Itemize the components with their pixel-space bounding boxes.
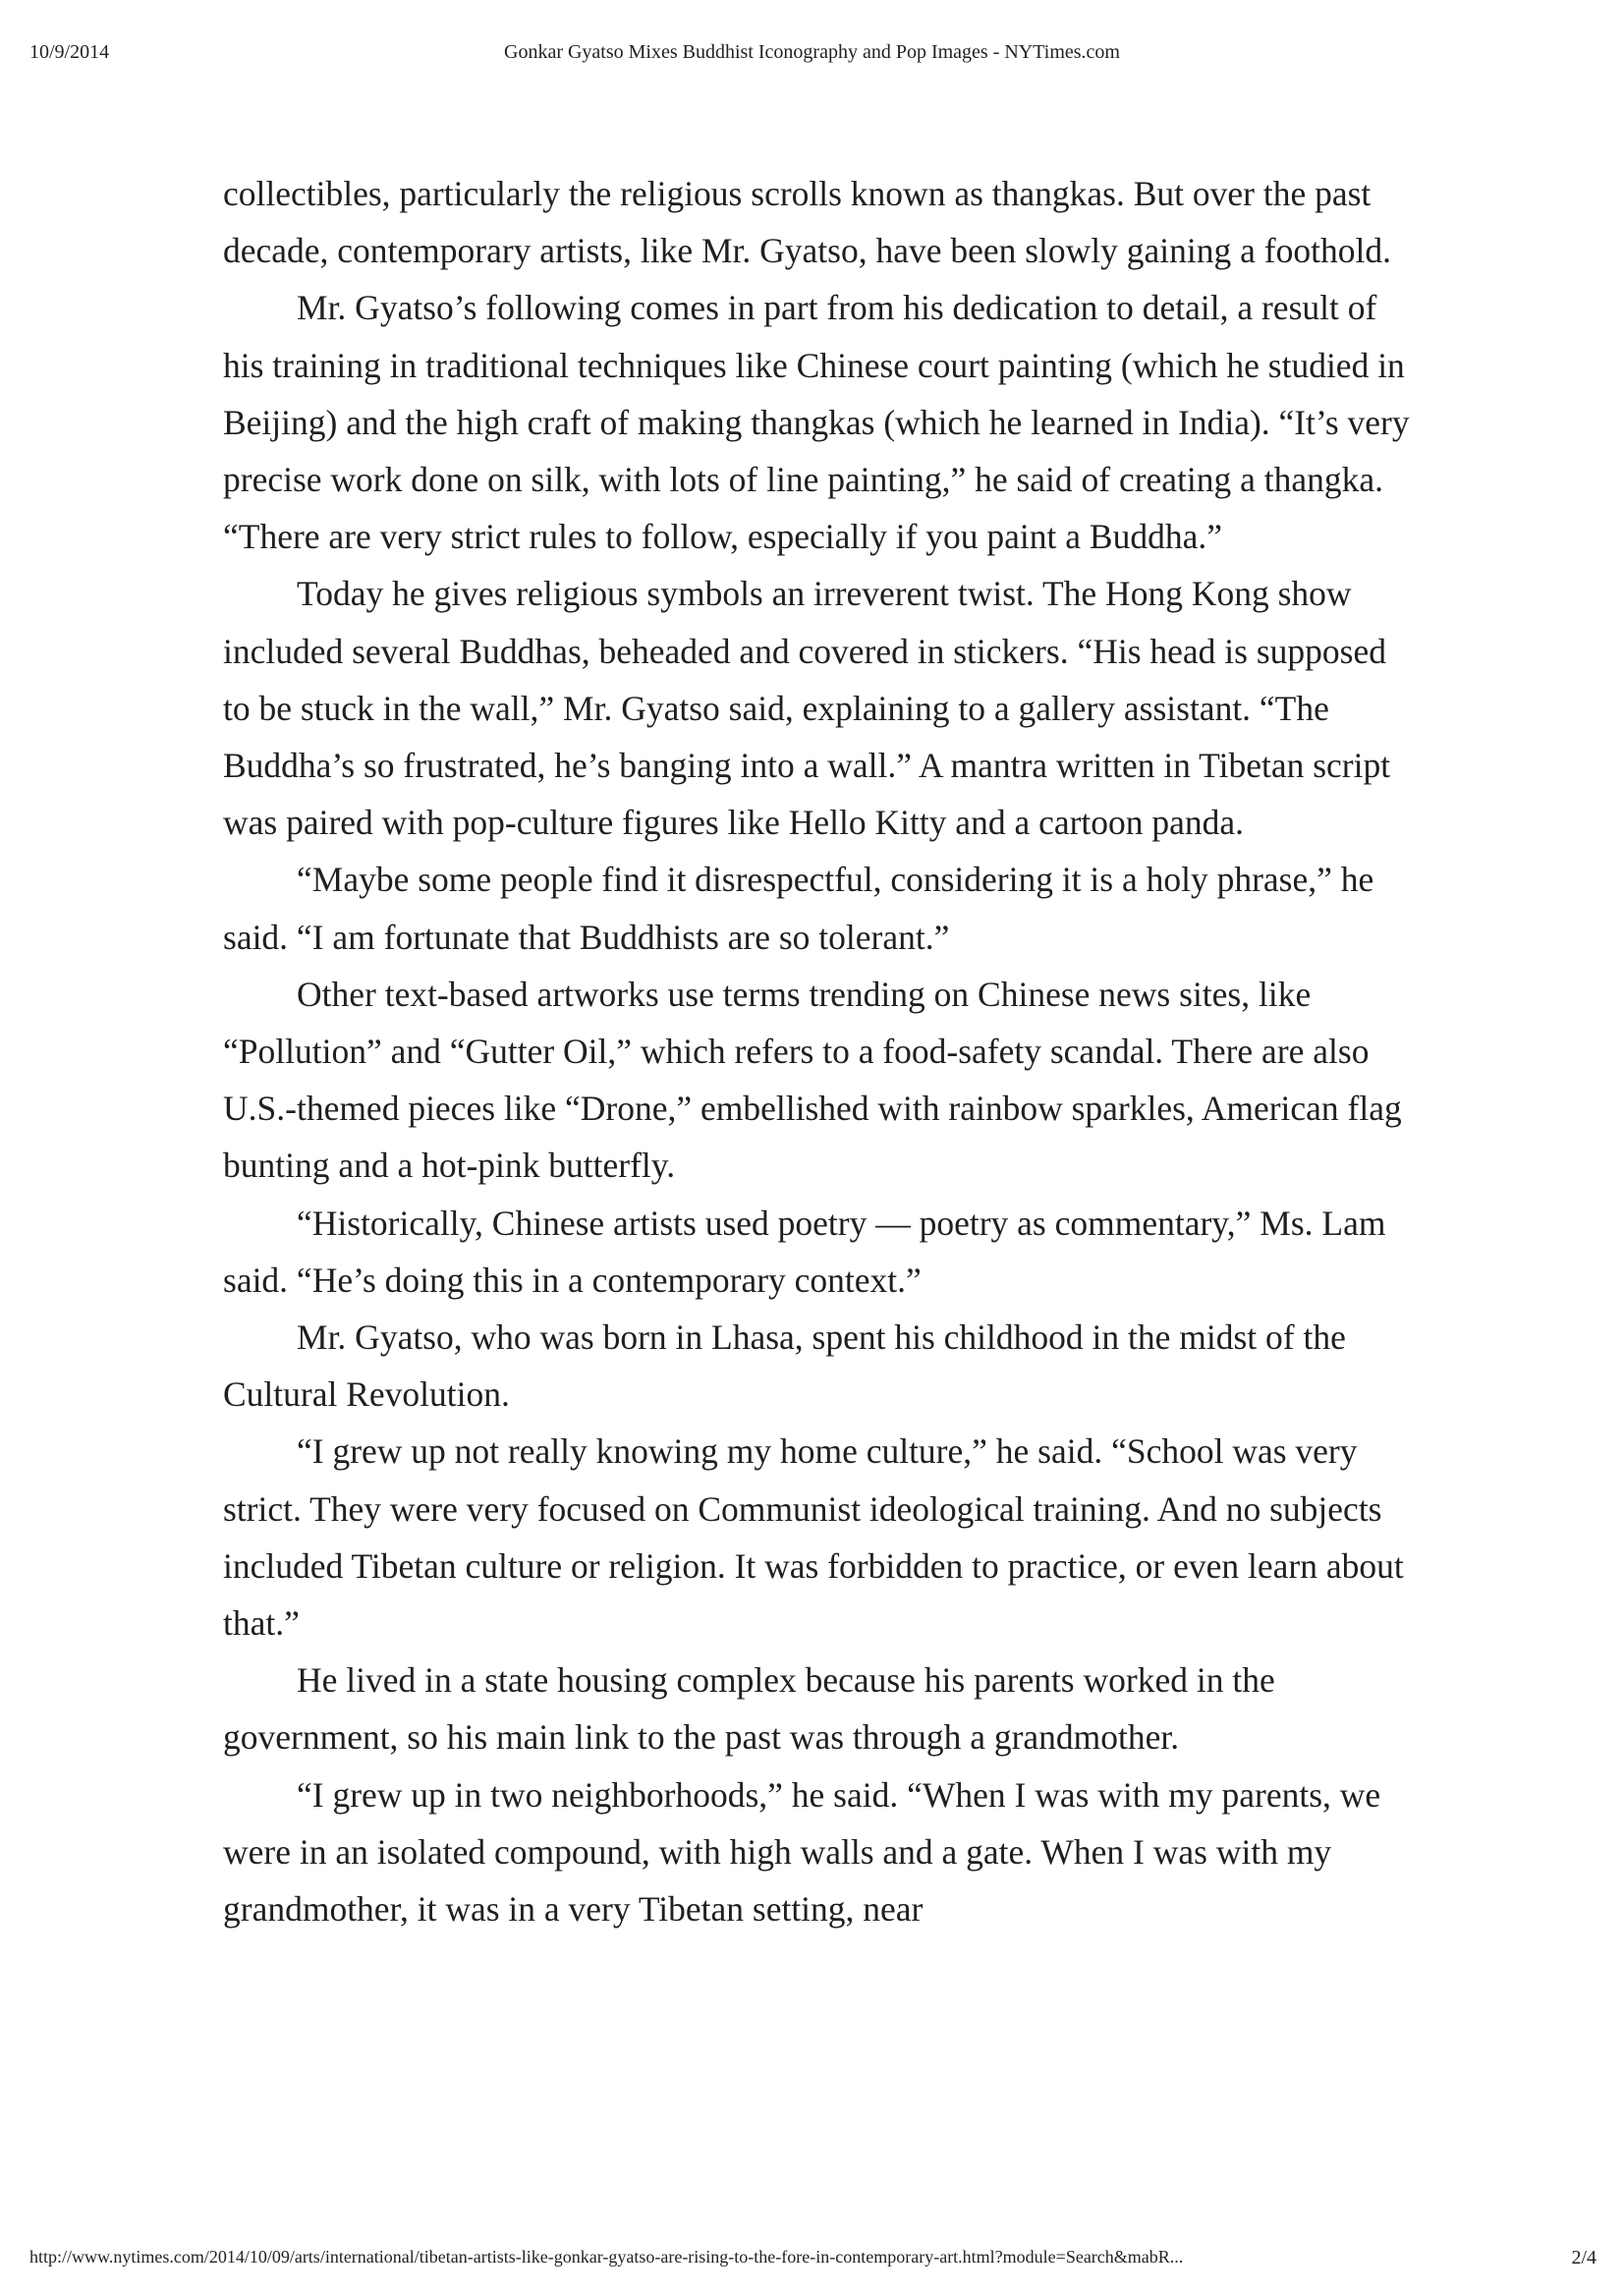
print-header	[0, 41, 1624, 71]
print-footer	[0, 2247, 1624, 2276]
article-paragraph: He lived in a state housing complex because his parents worked in the government, so his main link to the past was through a grandmother.	[223, 1660, 1275, 1758]
page-number: 2/4	[1571, 2247, 1596, 2268]
page-title: Gonkar Gyatso Mixes Buddhist Iconography and Pop Images - NYTimes.com	[504, 41, 1120, 63]
article-paragraph: “Historically, Chinese artists used poetry — poetry as commentary,” Ms. Lam said. “He’s doing this in a contemporary context.”	[223, 1203, 1386, 1300]
article-paragraph: Other text-based artworks use terms trending on Chinese news sites, like “Pollution” and “Gutter Oil,” which refers to a food-safety scandal. There are also U.S.-themed pieces like “Drone,” embellished with rainbow sparkles, American flag bunting and a hot-pink butterfly.	[223, 974, 1402, 1186]
article-paragraph: collectibles, particularly the religious scrolls known as thangkas. But over the past decade, contemporary artists, like Mr. Gyatso, have been slowly gaining a foothold.	[223, 174, 1391, 271]
article-paragraph: Today he gives religious symbols an irreverent twist. The Hong Kong show included several Buddhas, beheaded and covered in stickers. “His head is supposed to be stuck in the wall,” Mr. Gyatso said, explaining to a gallery assistant. “The Buddha’s so frustrated, he’s banging into a wall.” A mantra written in Tibetan script was paired with pop-culture figures like Hello Kitty and a cartoon panda.	[223, 574, 1391, 843]
article-paragraph: Mr. Gyatso’s following comes in part from his dedication to detail, a result of his training in traditional techniques like Chinese court painting (which he studied in Beijing) and the high craft of making thangkas (which he learned in India). “It’s very precise work done on silk, with lots of line painting,” he said of creating a thangka. “There are very strict rules to follow, especially if you paint a Buddha.”	[223, 288, 1410, 557]
article-paragraph: “Maybe some people find it disrespectful, considering it is a holy phrase,” he said. “I am fortunate that Buddhists are so tolerant.”	[223, 860, 1374, 957]
page-url[interactable]: http://www.nytimes.com/2014/10/09/arts/international/tibetan-artists-like-gonkar-gyatso-are-rising-to-the-fore-in-contemporary-art.html?module=Search&mabR...	[29, 2247, 1184, 2267]
article-paragraph: “I grew up not really knowing my home culture,” he said. “School was very strict. They were very focused on Communist ideological training. And no subjects included Tibetan culture or religion. It was forbidden to practice, or even learn about that.”	[223, 1431, 1404, 1644]
article-paragraph: Mr. Gyatso, who was born in Lhasa, spent his childhood in the midst of the Cultural Revolution.	[223, 1317, 1346, 1415]
print-date: 10/9/2014	[29, 41, 110, 63]
article-body	[223, 165, 1422, 1937]
article-paragraph: “I grew up in two neighborhoods,” he said. “When I was with my parents, we were in an isolated compound, with high walls and a gate. When I was with my grandmother, it was in a very Tibetan setting, near	[223, 1774, 1381, 1930]
